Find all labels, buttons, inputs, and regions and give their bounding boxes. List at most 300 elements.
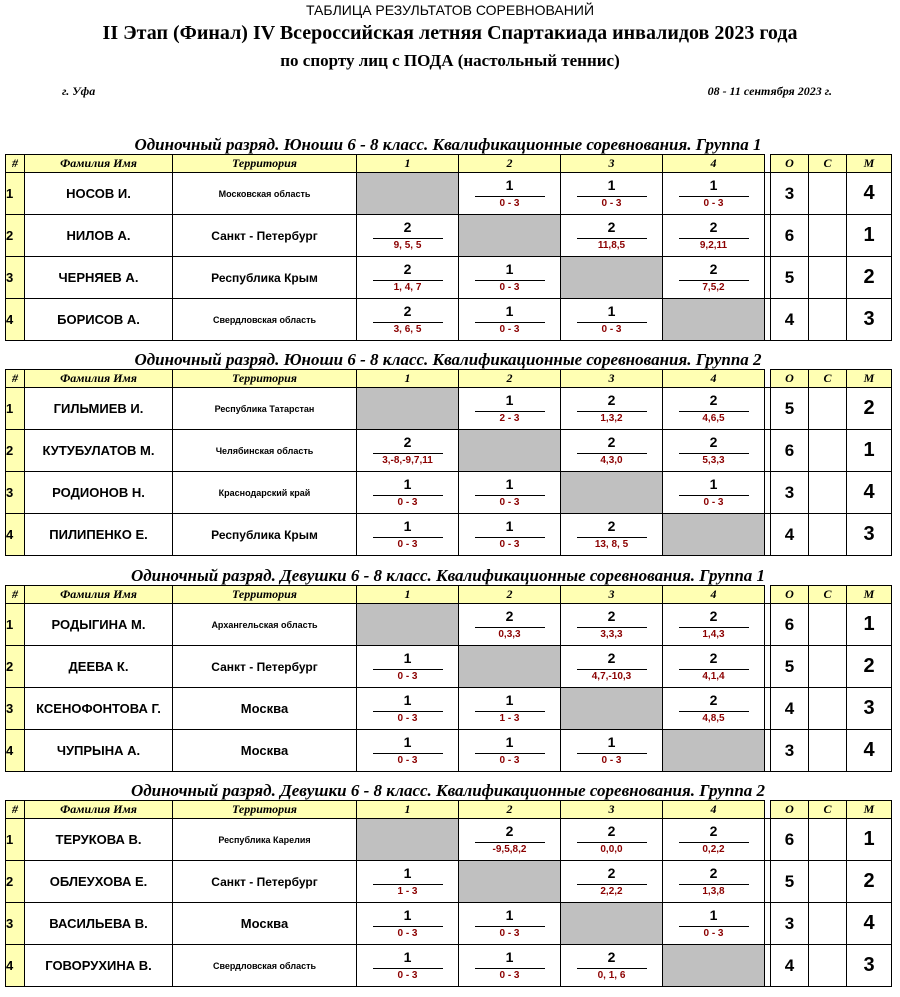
match-result-cell [357, 861, 459, 903]
match-points: 2 [505, 822, 514, 839]
match-points: 1 [403, 733, 412, 750]
match-result-cell [663, 388, 765, 430]
fraction-bar [577, 842, 647, 843]
fraction-bar [679, 926, 749, 927]
total-points: 3 [771, 173, 809, 215]
match-score: 0 - 3 [499, 197, 520, 209]
match-score: 7,5,2 [702, 281, 725, 293]
col-header-place: М [847, 801, 892, 819]
table-row [6, 388, 892, 430]
self-match-cell [663, 514, 765, 556]
col-header-opponent-1: 1 [357, 370, 459, 388]
match-score: 0,0,0 [600, 843, 623, 855]
match-points: 2 [403, 433, 412, 450]
match-points: 2 [709, 864, 718, 881]
match-points: 1 [403, 691, 412, 708]
player-name: КСЕНОФОНТОВА Г. [25, 688, 173, 730]
table-row [6, 430, 892, 472]
fraction-bar [475, 968, 545, 969]
match-points: 2 [505, 607, 514, 624]
match-result [679, 608, 749, 640]
col-header-opponent-3: 3 [561, 370, 663, 388]
col-header-sets: С [809, 586, 847, 604]
match-result [475, 303, 545, 335]
match-result-cell [459, 730, 561, 772]
final-place: 2 [847, 861, 892, 903]
match-result-cell [663, 604, 765, 646]
match-points: 1 [709, 176, 718, 193]
self-match-cell [663, 730, 765, 772]
match-result [373, 650, 443, 682]
fraction-bar [577, 884, 647, 885]
match-points: 1 [403, 948, 412, 965]
col-header-territory: Территория [173, 370, 357, 388]
match-score: 0 - 3 [397, 670, 418, 682]
match-result [679, 261, 749, 293]
player-name: ЧУПРЫНА А. [25, 730, 173, 772]
fraction-bar [373, 926, 443, 927]
match-points: 2 [709, 433, 718, 450]
col-header-opponent-1: 1 [357, 586, 459, 604]
col-header-opponent-1: 1 [357, 155, 459, 173]
fraction-bar [679, 280, 749, 281]
match-points: 1 [505, 475, 514, 492]
match-score: 0 - 3 [601, 323, 622, 335]
match-points: 2 [607, 517, 616, 534]
fraction-bar [373, 884, 443, 885]
sets-value [809, 173, 847, 215]
total-points: 6 [771, 819, 809, 861]
match-points: 2 [607, 649, 616, 666]
match-result-cell [357, 472, 459, 514]
match-score: 3,-8,-9,7,11 [382, 454, 433, 466]
match-result-cell [357, 430, 459, 472]
match-result-cell [561, 730, 663, 772]
col-header-opponent-3: 3 [561, 801, 663, 819]
match-score: 11,8,5 [597, 239, 626, 251]
match-points: 2 [607, 864, 616, 881]
match-result [373, 907, 443, 939]
match-score: 4,1,4 [702, 670, 725, 682]
match-result-cell [561, 299, 663, 341]
match-result [577, 865, 647, 897]
match-score: 0 - 3 [499, 754, 520, 766]
total-points: 6 [771, 430, 809, 472]
fraction-bar [373, 968, 443, 969]
sets-value [809, 688, 847, 730]
col-header-points: О [771, 801, 809, 819]
self-match-cell [357, 388, 459, 430]
match-result [577, 303, 647, 335]
fraction-bar [577, 968, 647, 969]
fraction-bar [475, 627, 545, 628]
match-points: 1 [403, 649, 412, 666]
col-header-opponent-3: 3 [561, 155, 663, 173]
col-header-opponent-3: 3 [561, 586, 663, 604]
match-score: 9,2,11 [699, 239, 728, 251]
total-points: 3 [771, 472, 809, 514]
final-place: 4 [847, 903, 892, 945]
player-territory: Москва [173, 688, 357, 730]
match-score: 1 - 3 [397, 885, 418, 897]
match-score: 1,3,2 [600, 412, 623, 424]
sets-value [809, 430, 847, 472]
fraction-bar [577, 238, 647, 239]
self-match-cell [561, 472, 663, 514]
total-points: 5 [771, 646, 809, 688]
total-points: 5 [771, 861, 809, 903]
match-points: 1 [403, 864, 412, 881]
match-score: 5,3,3 [702, 454, 725, 466]
final-place: 1 [847, 604, 892, 646]
fraction-bar [679, 711, 749, 712]
table-row [6, 688, 892, 730]
fraction-bar [373, 669, 443, 670]
table-row [6, 472, 892, 514]
match-points: 2 [709, 391, 718, 408]
sets-value [809, 215, 847, 257]
fraction-bar [475, 711, 545, 712]
table-row [6, 604, 892, 646]
row-number: 1 [6, 388, 25, 430]
table-header-row [6, 155, 892, 173]
match-score: 2,2,2 [600, 885, 623, 897]
col-header-sets: С [809, 370, 847, 388]
match-points: 2 [709, 691, 718, 708]
col-header-opponent-4: 4 [663, 586, 765, 604]
player-territory: Архангельская область [173, 604, 357, 646]
self-match-cell [459, 861, 561, 903]
match-result [373, 261, 443, 293]
match-points: 1 [505, 302, 514, 319]
match-score: 4,8,5 [702, 712, 725, 724]
match-result-cell [459, 257, 561, 299]
col-header-opponent-2: 2 [459, 801, 561, 819]
fraction-bar [373, 280, 443, 281]
col-header-points: О [771, 586, 809, 604]
match-result-cell [561, 604, 663, 646]
fraction-bar [475, 196, 545, 197]
match-points: 2 [709, 822, 718, 839]
col-header-sets: С [809, 801, 847, 819]
match-score: 1 - 3 [499, 712, 520, 724]
total-points: 4 [771, 945, 809, 987]
match-score: 4,7,-10,3 [591, 670, 632, 682]
player-name: ВАСИЛЬЕВА В. [25, 903, 173, 945]
col-header-place: М [847, 155, 892, 173]
match-result [373, 219, 443, 251]
player-territory: Свердловская область [173, 299, 357, 341]
row-number: 3 [6, 903, 25, 945]
match-result-cell [663, 257, 765, 299]
table-row [6, 730, 892, 772]
final-place: 3 [847, 945, 892, 987]
match-result [577, 518, 647, 550]
col-header-num: # [6, 801, 25, 819]
match-result [679, 392, 749, 424]
match-points: 1 [403, 906, 412, 923]
match-result [373, 434, 443, 466]
player-territory: Санкт - Петербург [173, 646, 357, 688]
fraction-bar [577, 537, 647, 538]
match-result [679, 650, 749, 682]
match-score: 0 - 3 [397, 754, 418, 766]
table-row [6, 257, 892, 299]
match-score: 0 - 3 [397, 538, 418, 550]
final-place: 1 [847, 215, 892, 257]
match-result-cell [663, 173, 765, 215]
fraction-bar [475, 753, 545, 754]
fraction-bar [679, 669, 749, 670]
self-match-cell [663, 945, 765, 987]
match-result [679, 692, 749, 724]
match-result-cell [663, 903, 765, 945]
table-row [6, 861, 892, 903]
match-result-cell [459, 299, 561, 341]
final-place: 4 [847, 472, 892, 514]
match-result [679, 823, 749, 855]
col-header-name: Фамилия Имя [25, 586, 173, 604]
fraction-bar [577, 627, 647, 628]
match-result [577, 177, 647, 209]
col-header-opponent-2: 2 [459, 155, 561, 173]
match-result-cell [561, 388, 663, 430]
match-result-cell [459, 903, 561, 945]
sets-value [809, 945, 847, 987]
match-points: 2 [709, 218, 718, 235]
results-group [5, 135, 891, 341]
player-territory: Республика Карелия [173, 819, 357, 861]
total-points: 5 [771, 388, 809, 430]
match-result-cell [459, 604, 561, 646]
fraction-bar [373, 453, 443, 454]
col-header-opponent-4: 4 [663, 370, 765, 388]
fraction-bar [475, 537, 545, 538]
match-result-cell [459, 388, 561, 430]
match-result-cell [663, 215, 765, 257]
match-points: 1 [607, 176, 616, 193]
match-result [475, 692, 545, 724]
match-result [373, 692, 443, 724]
fraction-bar [679, 495, 749, 496]
results-table [5, 585, 892, 772]
final-place: 4 [847, 730, 892, 772]
match-result [679, 907, 749, 939]
match-result-cell [561, 861, 663, 903]
match-points: 2 [607, 948, 616, 965]
row-number: 3 [6, 472, 25, 514]
col-header-opponent-4: 4 [663, 801, 765, 819]
match-result-cell [357, 215, 459, 257]
col-header-territory: Территория [173, 801, 357, 819]
col-header-name: Фамилия Имя [25, 370, 173, 388]
self-match-cell [561, 257, 663, 299]
match-points: 2 [709, 607, 718, 624]
match-score: 0 - 3 [703, 496, 724, 508]
player-territory: Москва [173, 730, 357, 772]
match-result [475, 392, 545, 424]
match-score: 0 - 3 [499, 496, 520, 508]
match-result [475, 177, 545, 209]
final-place: 2 [847, 388, 892, 430]
group-title: Одиночный разряд. Девушки 6 - 8 класс. Квалификационные соревнования. Группа 1 [130, 566, 766, 585]
results-group [5, 781, 891, 987]
col-header-place: М [847, 370, 892, 388]
match-result-cell [357, 514, 459, 556]
fraction-bar [475, 411, 545, 412]
match-score: 0 - 3 [499, 281, 520, 293]
match-result-cell [459, 173, 561, 215]
match-result [679, 434, 749, 466]
col-header-sets: С [809, 155, 847, 173]
sets-value [809, 299, 847, 341]
row-number: 2 [6, 861, 25, 903]
player-territory: Санкт - Петербург [173, 215, 357, 257]
group-title: Одиночный разряд. Юноши 6 - 8 класс. Квалификационные соревнования. Группа 2 [134, 350, 762, 369]
row-number: 1 [6, 604, 25, 646]
match-points: 2 [709, 260, 718, 277]
self-match-cell [357, 604, 459, 646]
page-title: II Этап (Финал) IV Всероссийская летняя Спартакиада инвалидов 2023 года [102, 22, 798, 44]
self-match-cell [459, 646, 561, 688]
match-result-cell [357, 945, 459, 987]
match-points: 1 [505, 948, 514, 965]
match-result-cell [663, 430, 765, 472]
col-header-num: # [6, 370, 25, 388]
player-name: ДЕЕВА К. [25, 646, 173, 688]
match-score: 3,3,3 [600, 628, 623, 640]
match-score: 0,3,3 [498, 628, 521, 640]
match-points: 1 [505, 691, 514, 708]
match-result [577, 650, 647, 682]
match-result-cell [561, 215, 663, 257]
match-result-cell [459, 472, 561, 514]
results-table [5, 369, 892, 556]
sets-value [809, 646, 847, 688]
player-name: ЧЕРНЯЕВ А. [25, 257, 173, 299]
sets-value [809, 514, 847, 556]
col-header-points: О [771, 370, 809, 388]
col-header-opponent-2: 2 [459, 370, 561, 388]
player-name: ПИЛИПЕНКО Е. [25, 514, 173, 556]
match-result [679, 219, 749, 251]
player-name: НОСОВ И. [25, 173, 173, 215]
match-points: 2 [403, 302, 412, 319]
match-result [577, 734, 647, 766]
fraction-bar [577, 322, 647, 323]
sets-value [809, 388, 847, 430]
fraction-bar [475, 842, 545, 843]
match-result-cell [459, 514, 561, 556]
match-result [475, 518, 545, 550]
match-result [475, 907, 545, 939]
match-result [679, 476, 749, 508]
player-name: БОРИСОВ А. [25, 299, 173, 341]
player-territory: Республика Крым [173, 257, 357, 299]
table-row [6, 514, 892, 556]
col-header-territory: Территория [173, 586, 357, 604]
match-score: 1, 4, 7 [393, 281, 422, 293]
fraction-bar [577, 196, 647, 197]
match-result [475, 734, 545, 766]
row-number: 2 [6, 430, 25, 472]
fraction-bar [679, 411, 749, 412]
table-row [6, 299, 892, 341]
match-score: 0 - 3 [499, 538, 520, 550]
match-points: 1 [709, 475, 718, 492]
match-score: -9,5,8,2 [492, 843, 527, 855]
fraction-bar [373, 495, 443, 496]
match-score: 0 - 3 [397, 927, 418, 939]
table-row [6, 173, 892, 215]
fraction-bar [373, 537, 443, 538]
match-points: 1 [607, 733, 616, 750]
fraction-bar [373, 711, 443, 712]
match-points: 1 [505, 260, 514, 277]
venue-city: г. Уфа [62, 84, 96, 98]
match-result [577, 823, 647, 855]
match-result-cell [561, 819, 663, 861]
fraction-bar [373, 238, 443, 239]
match-points: 1 [505, 517, 514, 534]
match-result [475, 476, 545, 508]
fraction-bar [475, 926, 545, 927]
match-result-cell [561, 173, 663, 215]
fraction-bar [679, 842, 749, 843]
sets-value [809, 861, 847, 903]
match-points: 2 [607, 433, 616, 450]
match-result-cell [663, 646, 765, 688]
final-place: 1 [847, 819, 892, 861]
results-table [5, 154, 892, 341]
player-territory: Москва [173, 903, 357, 945]
match-result [373, 303, 443, 335]
player-territory: Челябинская область [173, 430, 357, 472]
match-points: 1 [403, 517, 412, 534]
match-result [577, 392, 647, 424]
total-points: 3 [771, 730, 809, 772]
match-score: 13, 8, 5 [594, 538, 629, 550]
col-header-territory: Территория [173, 155, 357, 173]
match-points: 2 [607, 607, 616, 624]
fraction-bar [577, 753, 647, 754]
table-row [6, 819, 892, 861]
table-row [6, 215, 892, 257]
final-place: 2 [847, 257, 892, 299]
match-score: 0 - 3 [703, 197, 724, 209]
final-place: 4 [847, 173, 892, 215]
fraction-bar [577, 411, 647, 412]
final-place: 1 [847, 430, 892, 472]
match-result-cell [663, 688, 765, 730]
match-result [577, 949, 647, 981]
match-result-cell [663, 861, 765, 903]
sets-value [809, 472, 847, 514]
match-score: 1,4,3 [702, 628, 725, 640]
self-match-cell [561, 688, 663, 730]
row-number: 1 [6, 173, 25, 215]
match-score: 0 - 3 [397, 969, 418, 981]
match-score: 0 - 3 [499, 969, 520, 981]
fraction-bar [577, 669, 647, 670]
match-points: 1 [505, 176, 514, 193]
match-points: 2 [607, 391, 616, 408]
sets-value [809, 903, 847, 945]
match-score: 0 - 3 [499, 927, 520, 939]
match-points: 1 [505, 733, 514, 750]
col-header-name: Фамилия Имя [25, 155, 173, 173]
match-result [475, 949, 545, 981]
